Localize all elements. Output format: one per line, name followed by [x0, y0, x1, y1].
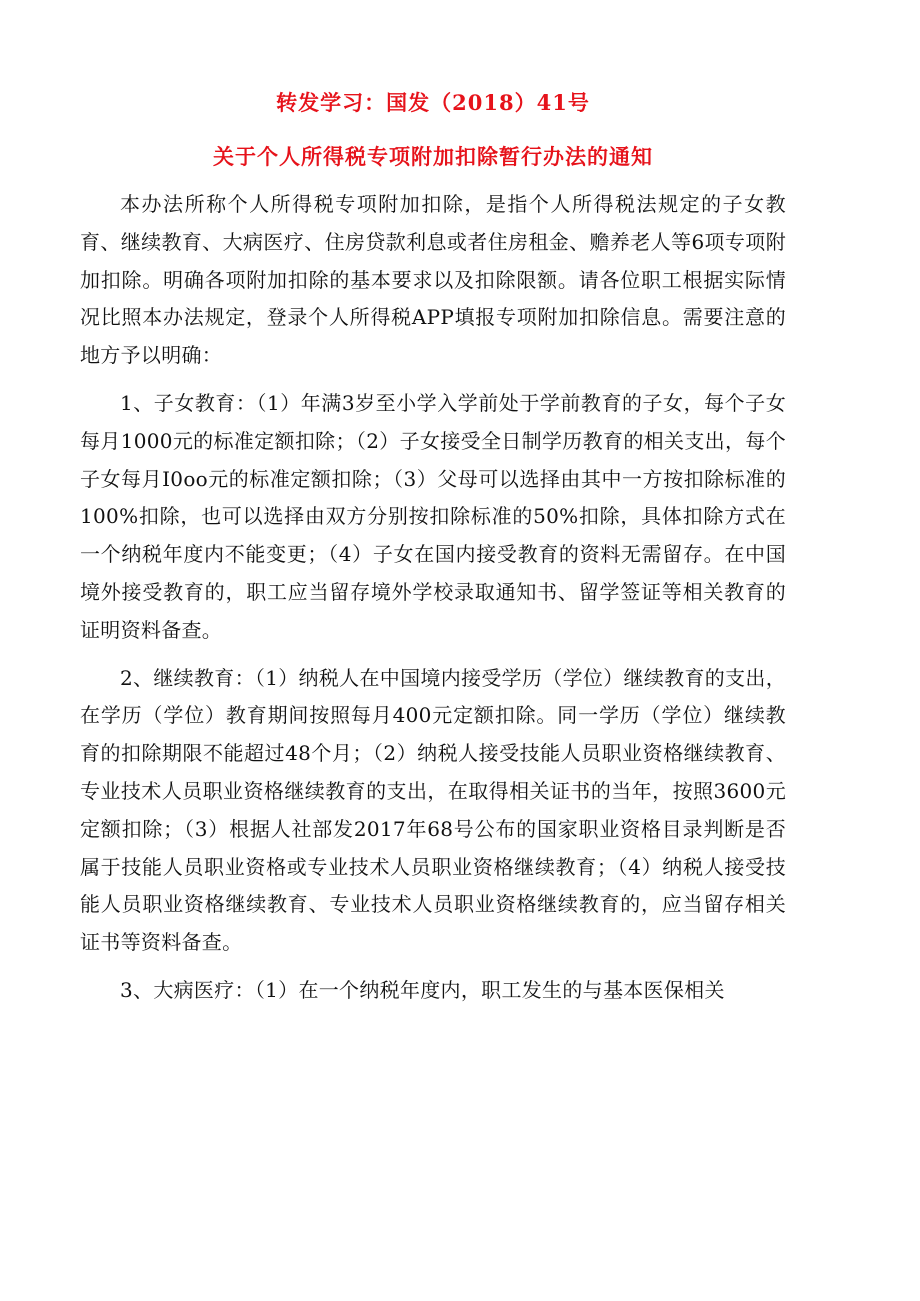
- document-page: [80, 80, 786, 1010]
- document-subtitle: 关于个人所得税专项附加扣除暂行办法的通知: [213, 144, 653, 169]
- paragraph-child-education: 1、子女教育：（1）年满3岁至小学入学前处于学前教育的子女，每个子女每月1000元的标准定额扣除；（2）子女接受全日制学历教育的相关支出，每个子女每月I0oo元的标准定额扣除；（3）父母可以选择由其中一方按扣除标准的100%扣除，也可以选择由双方分别按扣除标准的50%扣除，具体扣除方式在一个纳税年度内不能变更；（4）子女在国内接受教育的资料无需留存。在中国境外接受教育的，职工应当留存境外学校录取通知书、留学签证等相关教育的证明资料备查。: [80, 390, 786, 642]
- paragraph-continuing-education: 2、继续教育：（1）纳税人在中国境内接受学历（学位）继续教育的支出，在学历（学位）教育期间按照每月400元定额扣除。同一学历（学位）继续教育的扣除期限不能超过48个月；（2）纳税人接受技能人员职业资格继续教育、专业技术人员职业资格继续教育的支出，在取得相关证书的当年，按照3600元定额扣除；（3）根据人社部发2017年68号公布的国家职业资格目录判断是否属于技能人员职业资格或专业技术人员职业资格继续教育；（4）纳税人接受技能人员职业资格继续教育、专业技术人员职业资格继续教育的，应当留存相关证书等资料备查。: [80, 665, 786, 955]
- paragraph-serious-illness: 3、大病医疗：（1）在一个纳税年度内，职工发生的与基本医保相关: [120, 977, 725, 1002]
- paragraph-intro: 本办法所称个人所得税专项附加扣除，是指个人所得税法规定的子女教育、继续教育、大病医疗、住房贷款利息或者住房租金、赡养老人等6项专项附加扣除。明确各项附加扣除的基本要求以及扣除限额。请各位职工根据实际情况比照本办法规定，登录个人所得税APP填报专项附加扣除信息。需要注意的地方予以明确：: [80, 192, 786, 368]
- document-title: 转发学习：国发（2018）41号: [276, 90, 590, 115]
